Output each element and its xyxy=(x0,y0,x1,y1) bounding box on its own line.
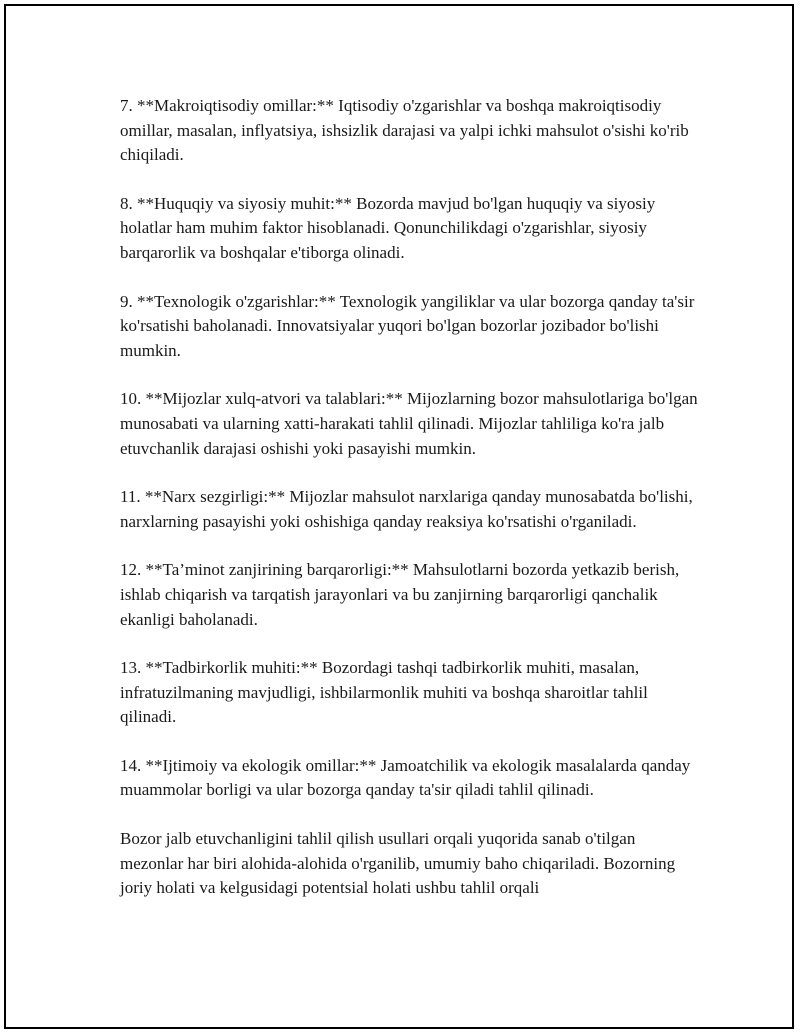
paragraph-business-environment: 13. **Tadbirkorlik muhiti:** Bozordagi tashqi tadbirkorlik muhiti, masalan, infratuzilmaning mavjudligi, ishbilarmonlik muhiti va boshqa sharoitlar tahlil qilinadi. xyxy=(120,658,648,727)
paragraph-social-environmental-factors: 14. **Ijtimoiy va ekologik omillar:** Jamoatchilik va ekologik masalalarda qanday muammolar borligi va ular bozorga qanday ta'sir qiladi tahlil qilinadi. xyxy=(120,755,691,800)
paragraph-legal-political-environment: 8. **Huquqiy va siyosiy muhit:** Bozorda mavjud bo'lgan huquqiy va siyosiy holatlar ham muhim faktor hisoblanadi. Qonunchilikdagi o'zgarishlar, siyosiy barqarorlik va boshqalar e'tiborga olinadi. xyxy=(120,193,656,262)
paragraph-conclusion: Bozor jalb etuvchanligini tahlil qilish usullari orqali yuqorida sanab o'tilgan mezonlar har biri alohida-alohida o'rganilib, umumiy baho chiqariladi. Bozorning joriy holati va kelgusidagi potentsial holati ushbu tahlil orqali xyxy=(120,829,676,898)
document-body xyxy=(120,94,700,925)
document-page xyxy=(4,4,794,1029)
paragraph-supply-chain-stability: 12. **Ta’minot zanjirining barqarorligi:** Mahsulotlarni bozorda yetkazib berish, ishlab chiqarish va tarqatish jarayonlari va bu zanjirning barqarorligi qanchalik ekanligi baholanadi. xyxy=(120,560,680,629)
paragraph-technological-changes: 9. **Texnologik o'zgarishlar:** Texnologik yangiliklar va ular bozorga qanday ta'sir ko'rsatishi baholanadi. Innovatsiyalar yuqori bo'lgan bozorlar jozibador bo'lishi mumkin. xyxy=(120,291,695,360)
paragraph-macroeconomic-factors: 7. **Makroiqtisodiy omillar:** Iqtisodiy o'zgarishlar va boshqa makroiqtisodiy omillar, masalan, inflyatsiya, ishsizlik darajasi va yalpi ichki mahsulot o'sishi ko'rib chiqiladi. xyxy=(120,96,689,165)
paragraph-customer-behavior: 10. **Mijozlar xulq-atvori va talablari:** Mijozlarning bozor mahsulotlariga bo'lgan munosabati va ularning xatti-harakati tahlil qilinadi. Mijozlar tahliliga ko'ra jalb etuvchanlik darajasi oshishi yoki pasayishi mumkin. xyxy=(120,389,698,458)
paragraph-price-sensitivity: 11. **Narx sezgirligi:** Mijozlar mahsulot narxlariga qanday munosabatda bo'lishi, narxlarning pasayishi yoki oshishiga qanday reaksiya ko'rsatishi o'rganiladi. xyxy=(120,487,693,531)
